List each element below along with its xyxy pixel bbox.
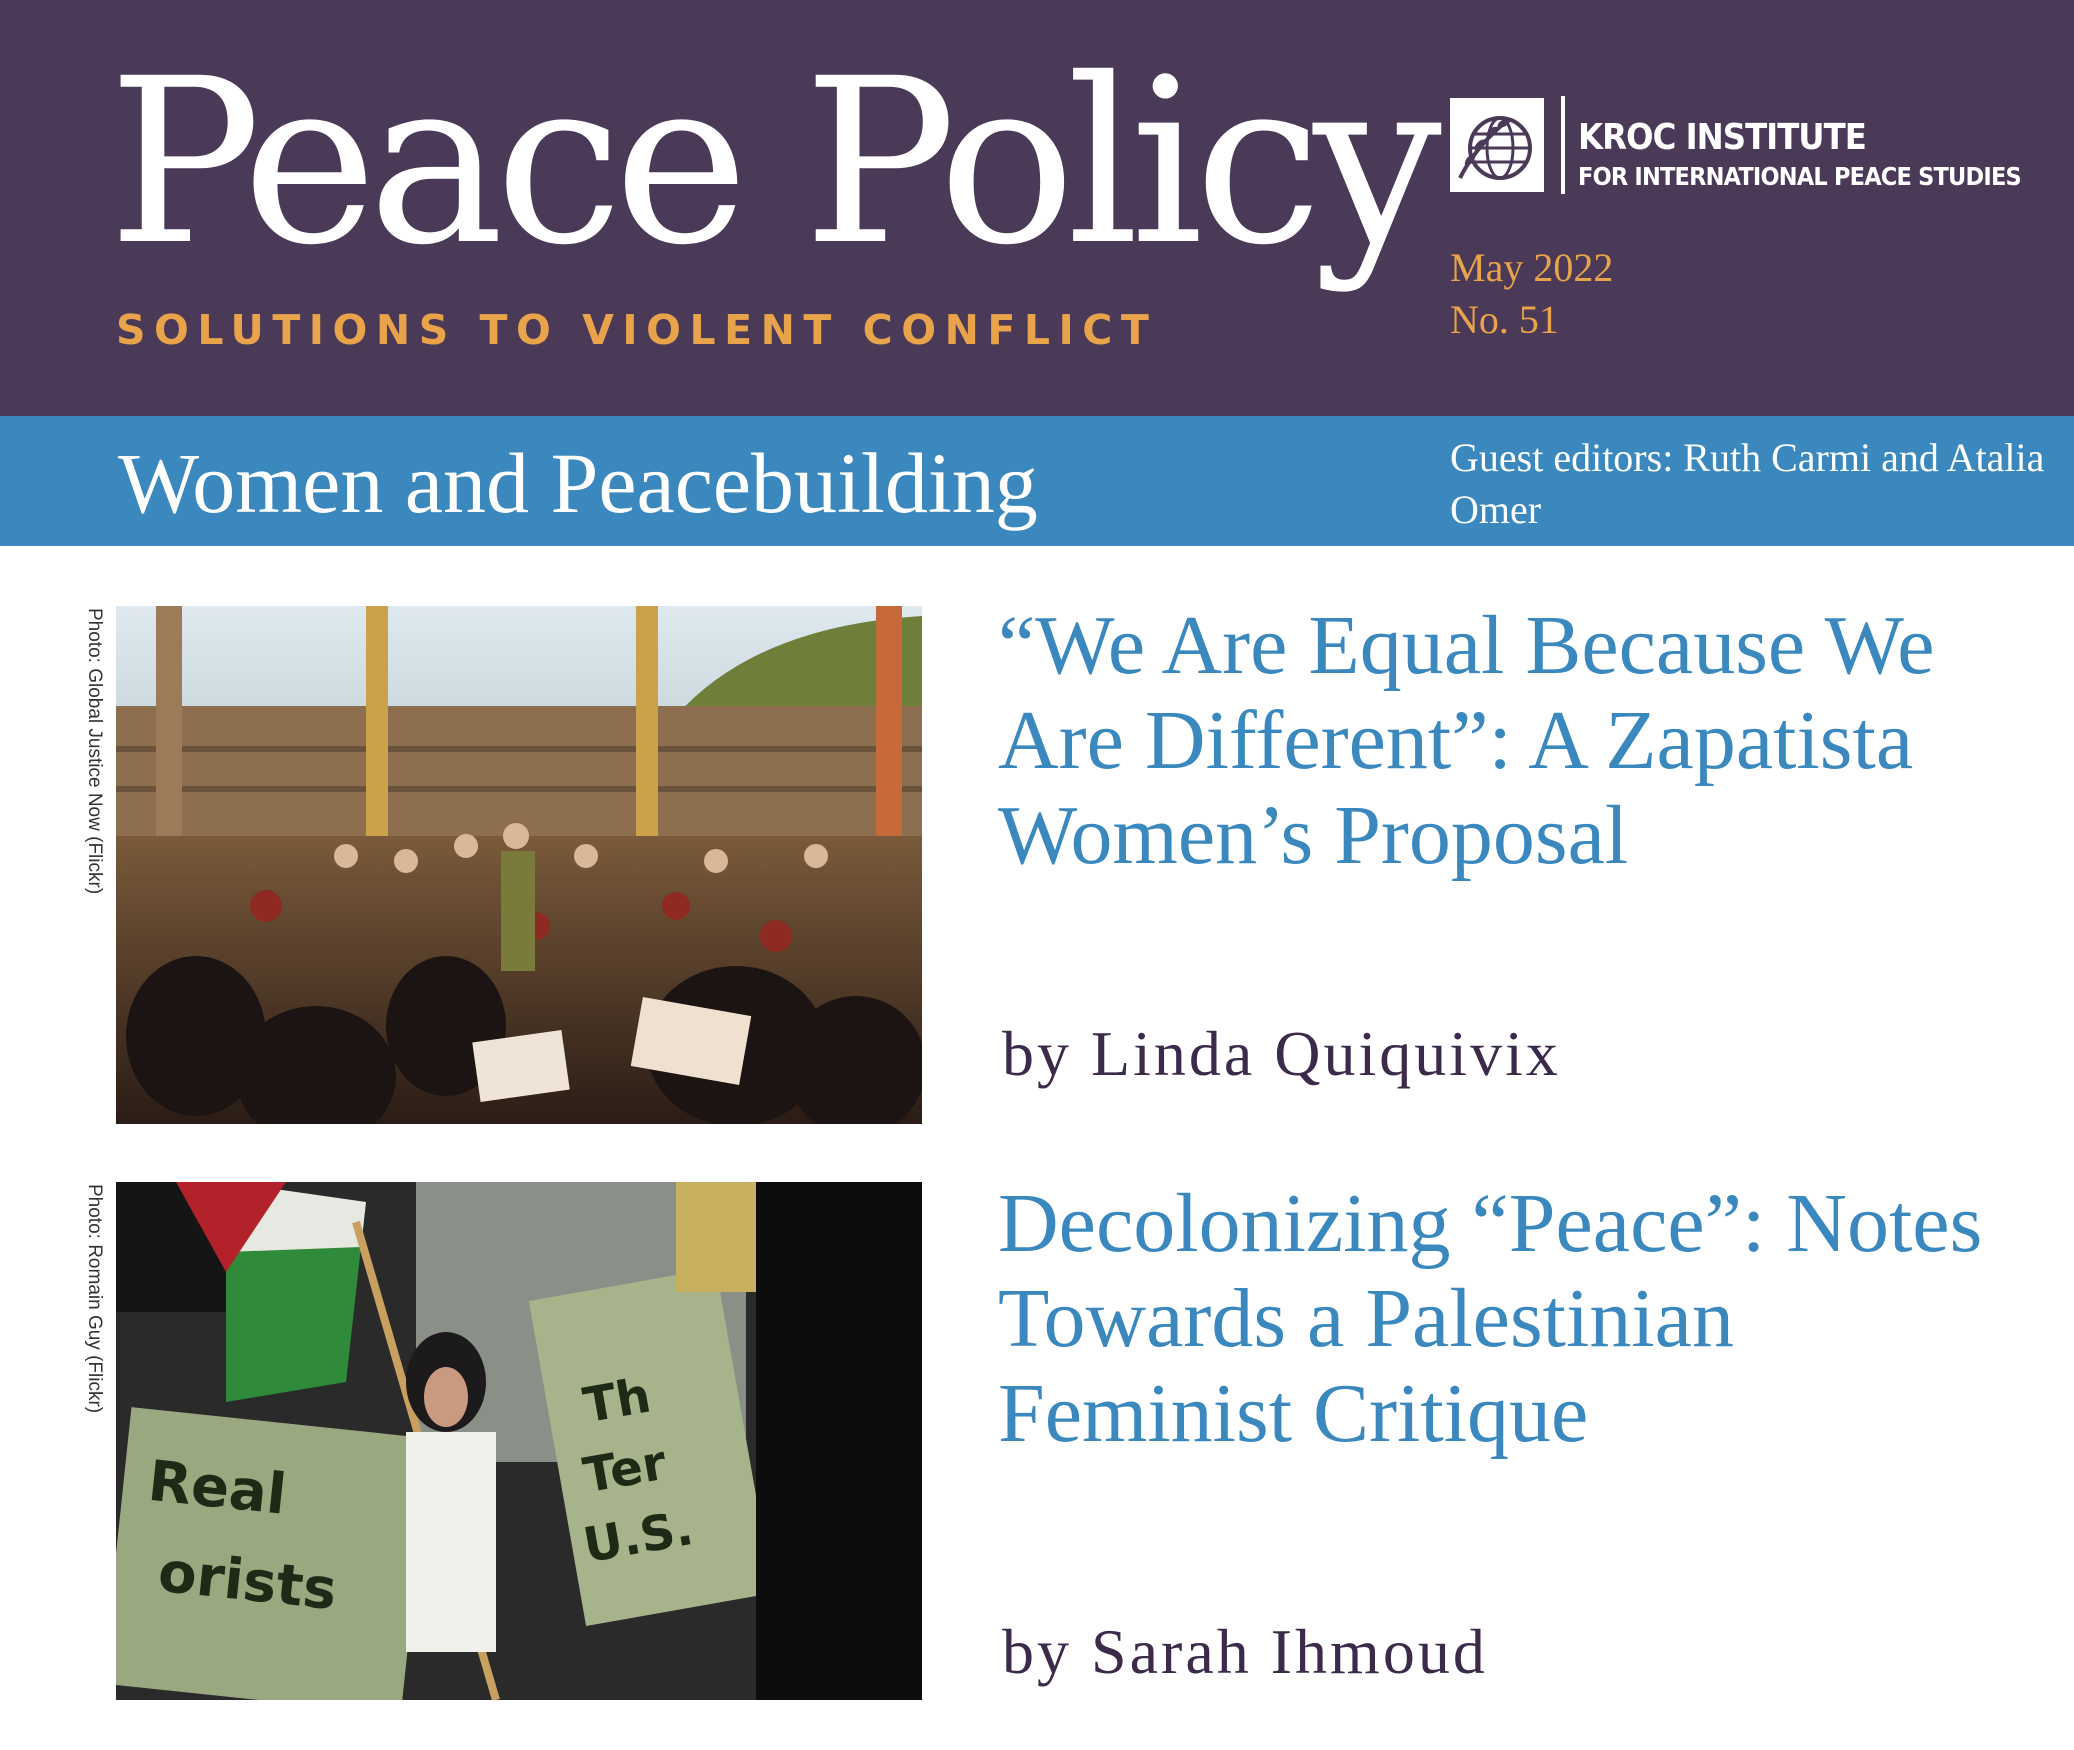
publication-title: Peace Policy: [108, 29, 1433, 295]
photo-credit: Photo: Global Justice Now (Flickr): [84, 608, 105, 895]
institute-name: KROC INSTITUTE: [1578, 117, 1866, 158]
svg-text:Th: Th: [579, 1367, 655, 1435]
issue-number: No. 51: [1450, 297, 1559, 342]
svg-text:Real: Real: [145, 1448, 290, 1528]
publication-tagline: SOLUTIONS TO VIOLENT CONFLICT: [116, 306, 1158, 354]
article-title[interactable]: Decolonizing “Peace”: Notes Towards a Palestinian Feminist Critique: [998, 1177, 1983, 1460]
globe-olive-branch-icon: [1450, 98, 1544, 192]
article-photo-zapatista-gathering[interactable]: [116, 606, 922, 1124]
guest-editors: Guest editors: Ruth Carmi and Atalia Omer: [1450, 435, 2045, 532]
svg-text:U.S.: U.S.: [579, 1499, 698, 1575]
article-title[interactable]: “We Are Equal Because We Are Different”: A Zapatista Women’s Proposal: [998, 599, 1935, 882]
kroc-logo: [1450, 98, 1544, 192]
logo-divider: [1561, 96, 1565, 194]
svg-text:Ter: Ter: [579, 1434, 671, 1505]
article-author: by Sarah Ihmoud: [1002, 1616, 1488, 1687]
issue-date: May 2022: [1450, 245, 1614, 290]
svg-text:orists: orists: [155, 1539, 340, 1624]
photo-credit: Photo: Romain Guy (Flickr): [84, 1184, 105, 1414]
article-author: by Linda Quiquivix: [1002, 1018, 1561, 1089]
article-photo-palestine-protest[interactable]: [116, 1182, 922, 1700]
issue-theme-title: Women and Peacebuilding: [118, 435, 1038, 531]
institute-subtitle: FOR INTERNATIONAL PEACE STUDIES: [1578, 162, 2021, 191]
